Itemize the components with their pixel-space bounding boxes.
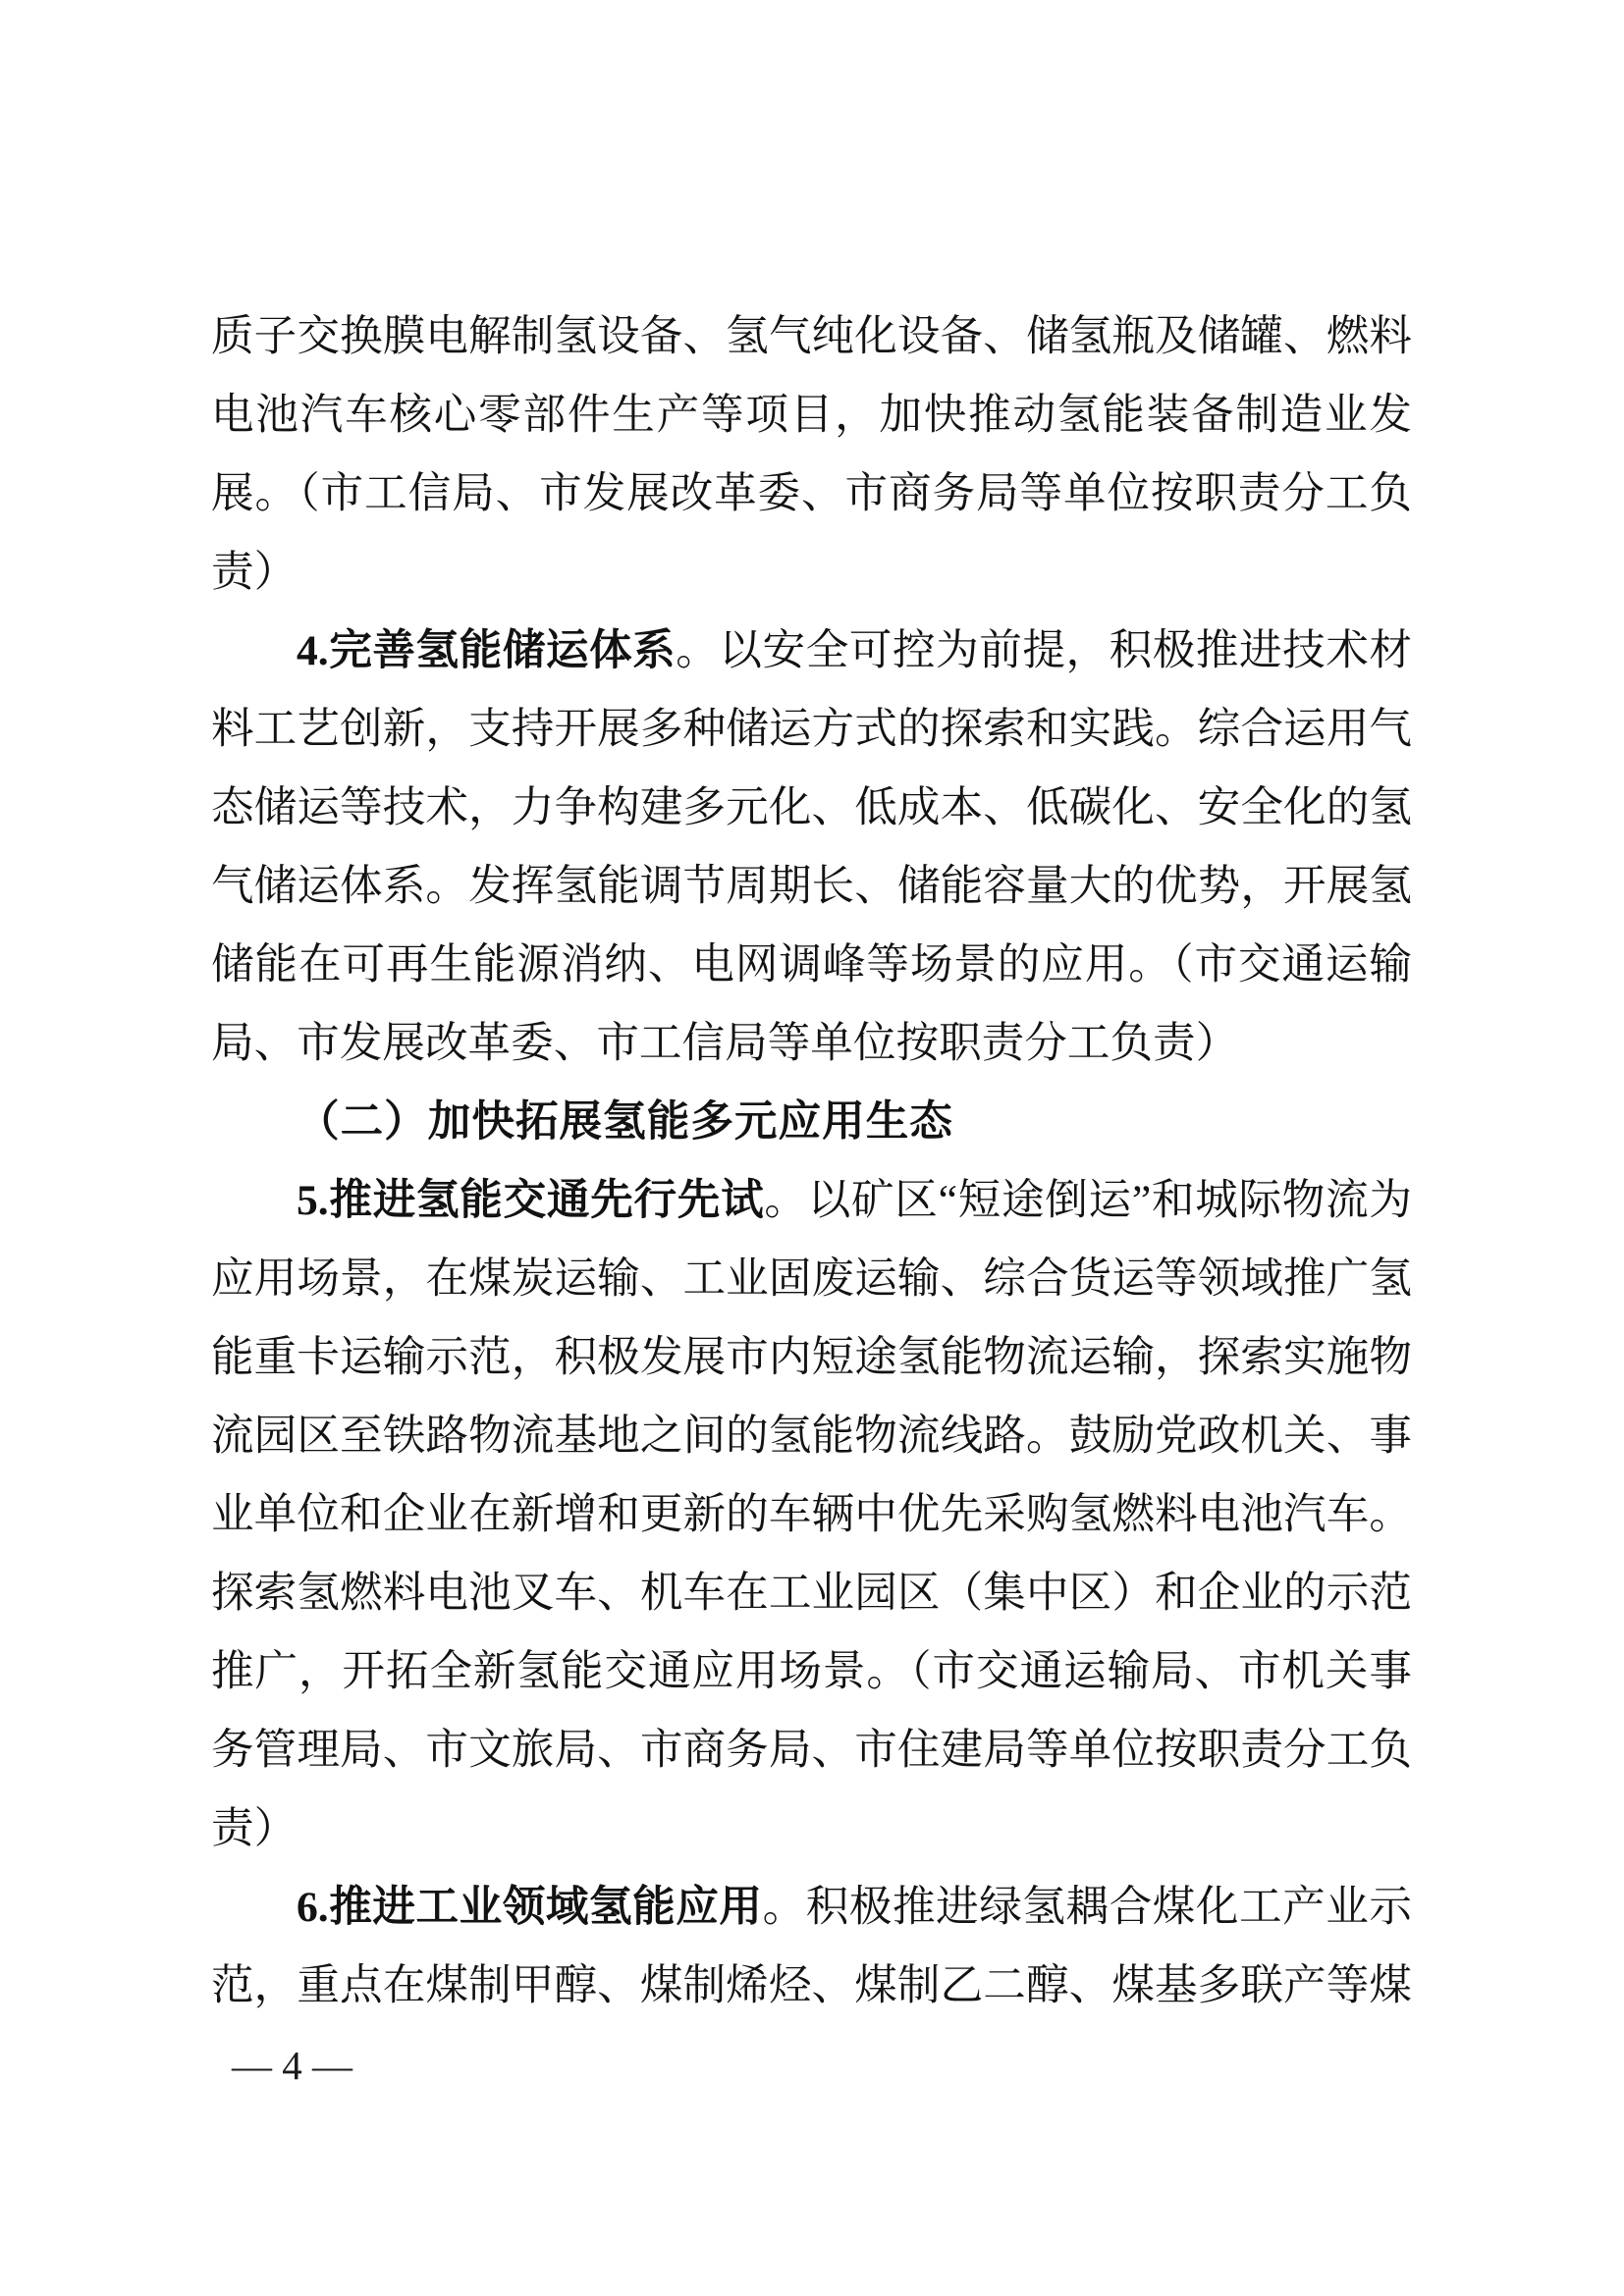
line-text: 务管理局、市文旅局、市商务局、市住建局等单位按职责分工负: [211, 1727, 1412, 1774]
line-text: 流园区至铁路物流基地之间的氢能物流线路。鼓励党政机关、事: [211, 1413, 1412, 1460]
text-line: [211, 847, 1412, 926]
line-text: 应用场景，在煤炭运输、工业固废运输、综合货运等领域推广氢: [211, 1255, 1412, 1303]
text-line: [211, 297, 1412, 376]
text-line: [211, 533, 1412, 612]
line-text: 电池汽车核心零部件生产等项目，加快推动氢能装备制造业发: [211, 392, 1412, 439]
line-text: 。积极推进绿氢耦合煤化工产业示: [762, 1884, 1413, 1931]
text-line: [211, 1554, 1412, 1632]
text-line: [211, 454, 1412, 533]
text-line: [211, 769, 1412, 847]
text-line: [211, 1711, 1412, 1789]
line-text: 责）: [211, 1805, 298, 1852]
text-line: [211, 1397, 1412, 1475]
text-line: [211, 1240, 1412, 1318]
numbered-item-lead: 4.完善氢能储运体系: [297, 627, 677, 674]
line-text: 责）: [211, 549, 298, 596]
document-body: [211, 297, 1412, 2025]
line-text: 质子交换膜电解制氢设备、氢气纯化设备、储氢瓶及储罐、燃料: [211, 313, 1412, 360]
line-text: 推广，开拓全新氢能交通应用场景。（市交通运输局、市机关事: [211, 1648, 1412, 1695]
text-line: [211, 1868, 1412, 1947]
text-line: [211, 376, 1412, 454]
text-line: [211, 1789, 1412, 1868]
line-text: 储能在可再生能源消纳、电网调峰等场景的应用。（市交通运输: [211, 941, 1412, 988]
line-text: 范，重点在煤制甲醇、煤制烯烃、煤制乙二醇、煤基多联产等煤: [211, 1962, 1412, 2009]
text-line: [211, 1475, 1412, 1554]
text-line: [211, 690, 1412, 769]
text-line: [211, 1318, 1412, 1397]
line-text: 展。（市工信局、市发展改革委、市商务局等单位按职责分工负: [211, 470, 1412, 517]
text-line: [211, 1004, 1412, 1083]
line-text: 气储运体系。发挥氢能调节周期长、储能容量大的优势，开展氢: [211, 863, 1412, 910]
line-text: 态储运等技术，力争构建多元化、低成本、低碳化、安全化的氢: [211, 784, 1412, 831]
line-text: 。以安全可控为前提，积极推进技术材: [676, 627, 1412, 674]
line-text: 局、市发展改革委、市工信局等单位按职责分工负责）: [211, 1020, 1239, 1067]
line-text: 业单位和企业在新增和更新的车辆中优先采购氢燃料电池汽车。: [211, 1491, 1412, 1538]
text-line: [211, 926, 1412, 1004]
page-number: — 4 —: [232, 2043, 352, 2088]
line-text: 料工艺创新，支持开展多种储运方式的探索和实践。综合运用气: [211, 706, 1412, 753]
text-line: [211, 1632, 1412, 1711]
line-text: 探索氢燃料电池叉车、机车在工业园区（集中区）和企业的示范: [211, 1570, 1412, 1617]
line-text: 能重卡运输示范，积极发展市内短途氢能物流运输，探索实施物: [211, 1334, 1412, 1381]
numbered-item-lead: 6.推进工业领域氢能应用: [297, 1884, 763, 1931]
text-line: [211, 612, 1412, 690]
section-heading: [211, 1083, 1412, 1161]
text-line: [211, 1161, 1412, 1240]
line-text: 。以矿区“短途倒运”和城际物流为: [764, 1177, 1412, 1224]
text-line: [211, 1947, 1412, 2025]
section-heading-text: （二）加快拓展氢能多元应用生态: [297, 1098, 953, 1146]
numbered-item-lead: 5.推进氢能交通先行先试: [297, 1177, 765, 1224]
